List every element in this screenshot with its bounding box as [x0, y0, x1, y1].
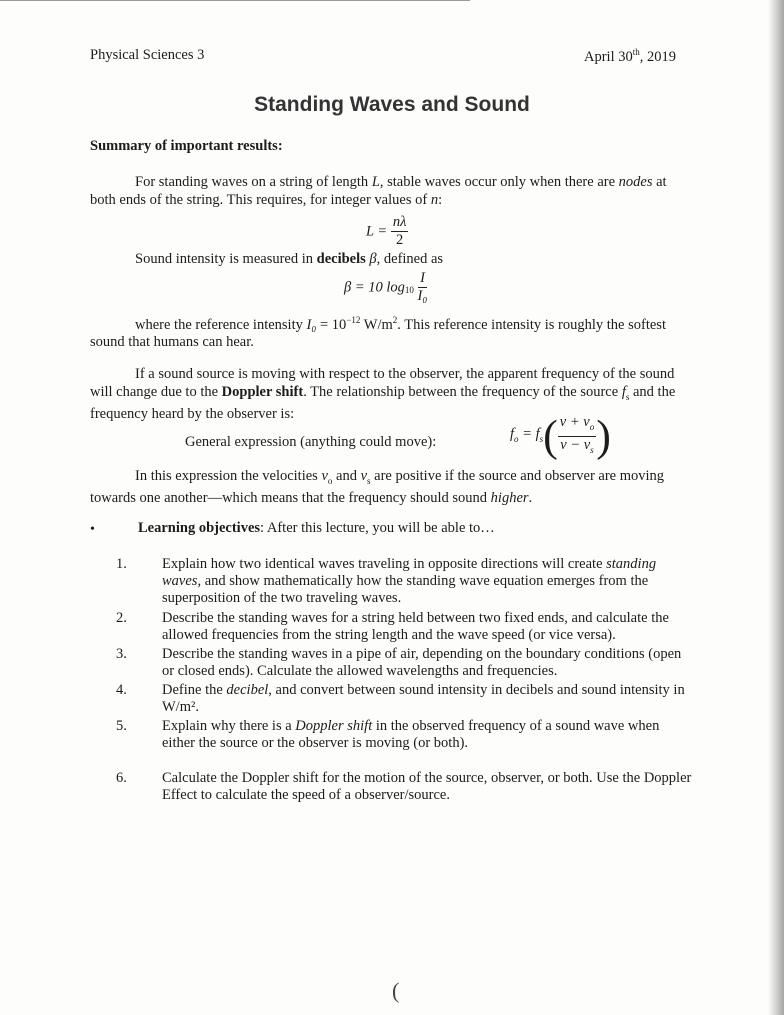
- objective-text-a: Explain how two identical waves traveling in opposite directions will create: [162, 556, 607, 572]
- objective-text-a: Calculate the Doppler shift for the motion of the source, observer, or both. Use the Doppler Effect to calculate the speed of a observer/source.: [162, 770, 692, 803]
- objective-text: [162, 646, 692, 680]
- eq3-denominator: [558, 437, 596, 459]
- course-name: Physical Sciences 3: [90, 47, 205, 63]
- p5-text-d: .: [528, 490, 533, 507]
- eq2-lhs: β = 10 log: [344, 279, 405, 296]
- eq3-den-text: v − v: [560, 436, 591, 453]
- p5-vs-sub: s: [367, 475, 371, 486]
- scan-right-shadow: [768, 0, 784, 1015]
- objective-text-b: , and show mathematically how the standing wave equation emerges from the superposition of the two traveling waves.: [162, 573, 649, 606]
- page-mark: (: [392, 978, 400, 1003]
- p3-squared: 2: [392, 315, 398, 325]
- eq3-right-paren: ): [596, 411, 611, 461]
- p3-exponent: −12: [346, 315, 361, 325]
- eq3-f-sub: o: [514, 433, 519, 444]
- objective-text-a: Explain why there is a: [162, 718, 296, 734]
- p1-text-b: , stable waves occur only when there are: [379, 174, 619, 190]
- objective-text-b: , and convert between sound intensity in decibels and sound intensity in W/m².: [162, 682, 685, 715]
- objective-text: [162, 718, 692, 752]
- p5-text-a: In this expression the velocities: [135, 468, 322, 484]
- objective-emphasis: standing waves: [162, 556, 657, 589]
- objectives-heading-rest: : After this lecture, you will be able to…: [260, 520, 495, 536]
- objective-number: 2.: [116, 610, 127, 626]
- eq3-fs-sub: s: [539, 433, 544, 444]
- objective-number: 6.: [116, 770, 127, 786]
- p4-fs: f: [621, 383, 626, 400]
- p2-text-a: Sound intensity is measured in: [135, 251, 317, 267]
- bullet-marker: •: [90, 522, 95, 537]
- p5-vs: v: [360, 468, 368, 484]
- eq2-numerator: I: [418, 270, 428, 288]
- eq1-lhs: L =: [366, 223, 388, 240]
- p5-text-c: are positive if the source and observer are moving towards one another—which means that the frequency should sound: [90, 468, 665, 507]
- p3-text-a: where the reference intensity: [135, 316, 307, 333]
- objective-emphasis: decibel: [226, 682, 269, 698]
- p1-text-c: at both ends of the string. This requires, for integer values of: [90, 174, 667, 208]
- objective-text: [162, 682, 692, 716]
- eq3-lhs: [510, 426, 543, 442]
- scan-top-edge-line: [0, 0, 470, 1]
- p4-text-a: If a sound source is moving with respect to the observer, the apparent frequency of the sound will change due to the: [90, 366, 675, 400]
- p1-var-n: n: [430, 191, 439, 208]
- objective-text: [162, 770, 692, 804]
- p2-decibels-bold: decibels: [316, 251, 366, 267]
- objective-text-a: Define the: [162, 682, 227, 698]
- eq3-num-sub: o: [589, 421, 595, 432]
- p3-text-d: . This reference intensity is roughly the softest sound that humans can hear.: [90, 316, 666, 351]
- eq3-den-sub: s: [590, 444, 594, 455]
- p1-nodes: nodes: [618, 174, 653, 190]
- objective-text: [162, 556, 692, 607]
- equation-doppler: [510, 411, 611, 461]
- p1-text-d: :: [438, 191, 443, 208]
- objective-text-a: Describe the standing waves for a string held between two fixed ends, and calculate the allowed frequencies from the string length and the wave speed (or vice versa).: [162, 610, 669, 643]
- objective-number: 5.: [116, 718, 127, 734]
- objective-text: [162, 610, 692, 644]
- p1-text-a: For standing waves on a string of length: [135, 174, 372, 190]
- eq2-log-base: 10: [404, 284, 414, 295]
- equation-decibel: [344, 270, 427, 305]
- p2-beta: β: [365, 251, 377, 267]
- date-ordinal: th: [632, 47, 640, 57]
- objective-number: 1.: [116, 556, 127, 572]
- eq3-num-text: v + v: [559, 414, 590, 430]
- p5-higher: higher: [490, 490, 529, 507]
- equation-label-general: General expression (anything could move):: [185, 434, 437, 450]
- p3-text-c: W/m: [360, 316, 393, 333]
- p4-doppler-bold: Doppler shift: [221, 383, 304, 400]
- p4-text-c: and the frequency heard by the observer is:: [90, 383, 676, 422]
- objective-text-a: Describe the standing waves in a pipe of air, depending on the boundary conditions (open or closed ends). Calculate the allowed wavelengths and frequencies.: [162, 646, 682, 679]
- p2-text-b: , defined as: [376, 251, 444, 267]
- paragraph-velocities: [90, 468, 680, 508]
- p5-vo: v: [321, 468, 328, 484]
- objective-number: 3.: [116, 646, 127, 662]
- paragraph-standing-waves: [90, 174, 680, 209]
- p1-var-L: L: [371, 174, 380, 190]
- summary-heading: Summary of important results:: [90, 138, 283, 154]
- learning-objectives-heading: [138, 520, 495, 537]
- eq1-denominator: 2: [395, 232, 404, 248]
- eq1-numerator: nλ: [392, 214, 407, 230]
- eq2-fraction: [418, 270, 428, 305]
- eq1-fraction: [391, 214, 409, 249]
- paragraph-decibels: [135, 250, 443, 268]
- date-year: , 2019: [639, 48, 676, 65]
- paragraph-reference-intensity: [90, 312, 680, 352]
- eq3-equals-fs: = f: [518, 425, 540, 442]
- eq3-f: f: [510, 425, 515, 442]
- p4-fs-sub: s: [625, 391, 630, 402]
- objective-number: 4.: [116, 682, 127, 698]
- p4-text-b: . The relationship between the frequency of the source: [303, 383, 622, 400]
- eq2-denominator: I₀: [417, 288, 428, 304]
- objectives-heading-bold: Learning objectives: [138, 520, 261, 536]
- p3-text-b: = 10: [316, 316, 347, 333]
- eq3-fraction: [558, 414, 596, 459]
- header-date: [584, 47, 676, 66]
- p5-text-b: and: [332, 468, 361, 484]
- objective-text-b: in the observed frequency of a sound wave when either the source or the observer is moving (or both).: [162, 718, 660, 751]
- p3-I0: I₀: [306, 316, 317, 333]
- eq3-left-paren: (: [543, 411, 558, 461]
- eq3-numerator: [558, 414, 596, 437]
- p5-vo-sub: o: [327, 475, 333, 486]
- equation-string-length: [366, 214, 408, 249]
- page-title: Standing Waves and Sound: [254, 93, 530, 116]
- date-text: April 30: [584, 48, 633, 65]
- objective-emphasis: Doppler shift: [295, 718, 373, 734]
